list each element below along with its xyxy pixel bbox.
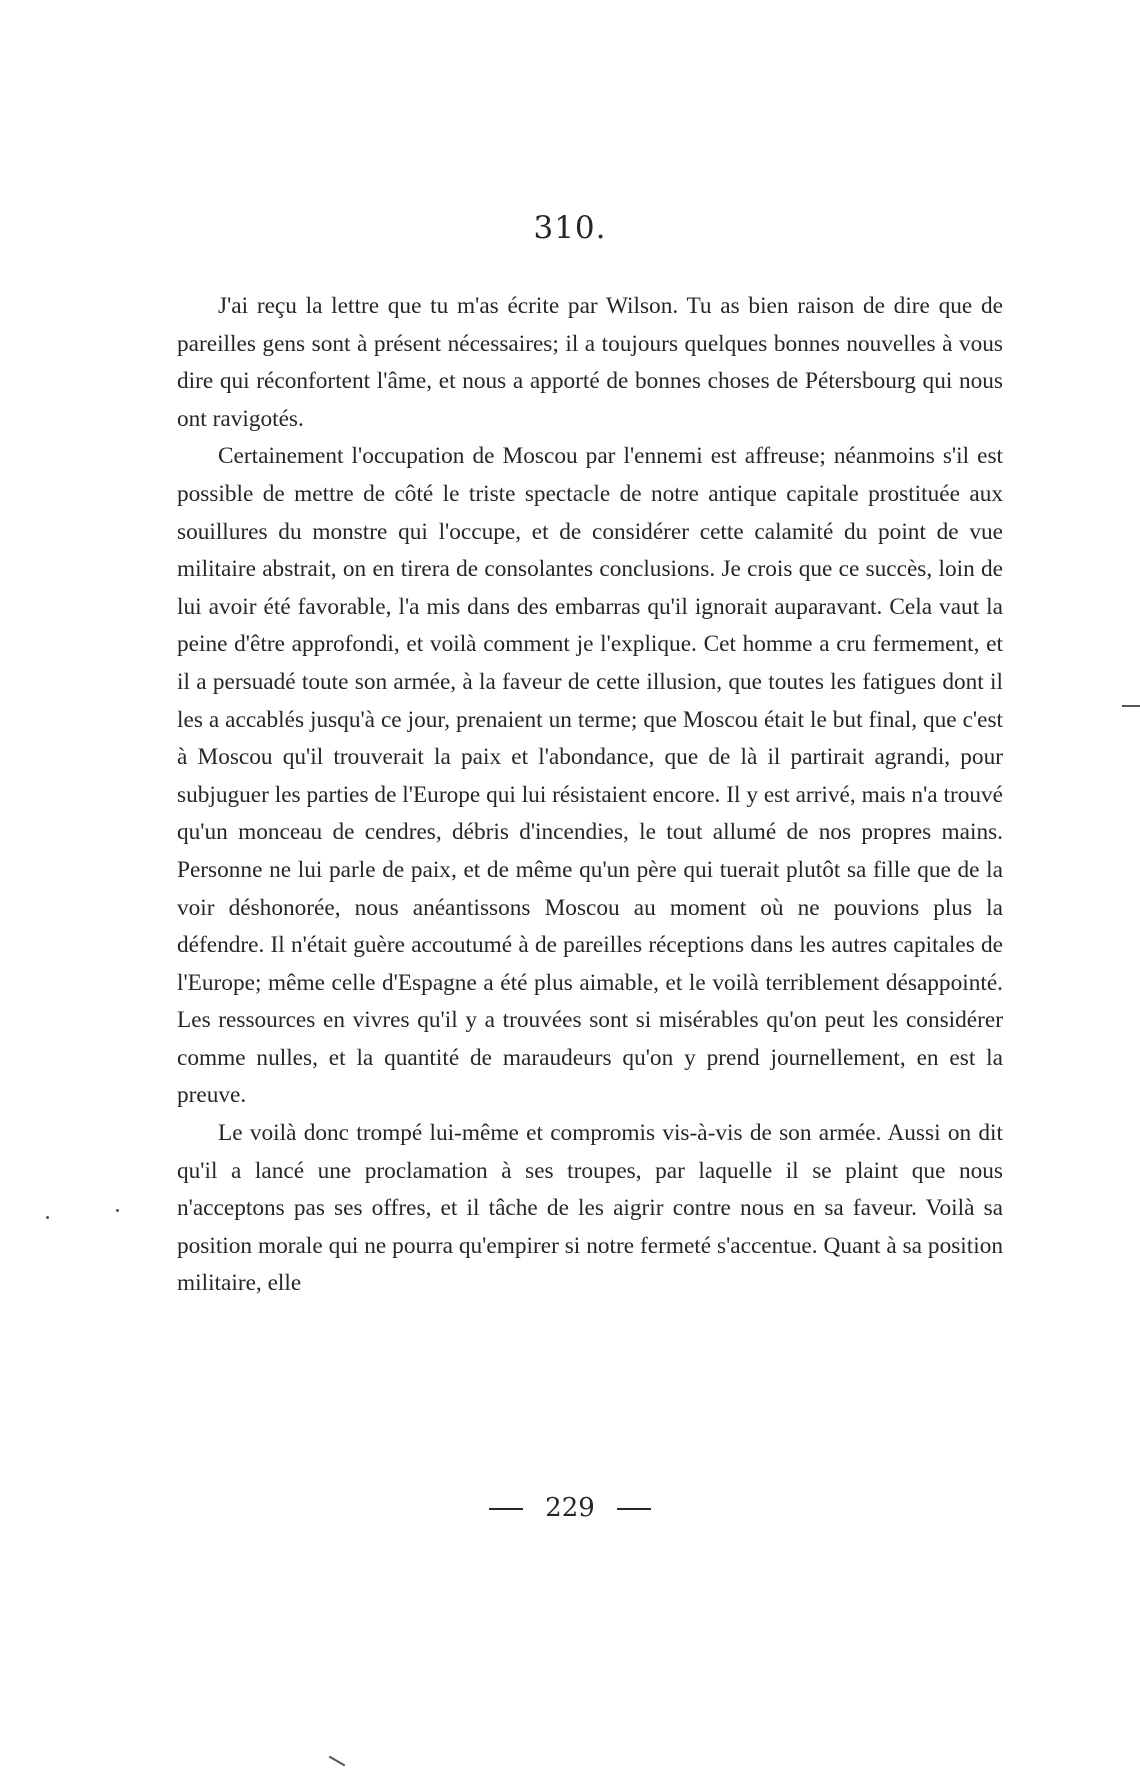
letter-number: 310. <box>533 210 607 246</box>
page-folio <box>0 1493 1140 1523</box>
margin-dot-left <box>46 1216 49 1219</box>
paragraph-2: Certainement l'occupation de Moscou par l'ennemi est affreuse; néanmoins s'il est possible de mettre de côté le triste spectacle de notre antique capitale prostituée aux souillures du monstre qui l'occupe, et de considérer cette calamité du point de vue militaire abstrait, on en tirera de consolantes conclusions. Je crois que ce succès, loin de lui avoir été favorable, l'a mis dans des embarras qu'il ignorait auparavant. Cela vaut la peine d'être approfondi, et voilà comment je l'explique. Cet homme a cru fermement, et il a persuadé toute son armée, à la faveur de cette illusion, que toutes les fatigues dont il les a accablés jusqu'à ce jour, prenaient un terme; que Moscou était le but final, que c'est à Moscou qu'il trouverait la paix et l'abondance, que de là il partirait agrandi, pour subjuguer les parties de l'Europe qui lui résistaient encore. Il y est arrivé, mais n'a trouvé qu'un monceau de cendres, débris d'incendies, le tout allumé de nos propres mains. Personne ne lui parle de paix, et de même qu'un père qui tuerait plutôt sa fille que de la voir déshonorée, nous anéantissons Moscou au moment où ne pouvions plus la défendre. Il n'était guère accoutumé à de pareilles réceptions dans les autres capitales de l'Europe; même celle d'Espagne a été plus aimable, et le voilà terriblement désappointé. Les ressources en vivres qu'il y a trouvées sont si misérables qu'on peut les considérer comme nulles, et la quantité de maraudeurs qu'on y prend journellement, en est la preuve. <box>177 443 1003 1109</box>
folio-dash-left <box>489 1508 523 1510</box>
folio-number: 229 <box>545 1493 595 1523</box>
folio-dash-right <box>617 1508 651 1510</box>
margin-tick-bottom <box>329 1756 346 1767</box>
margin-dot-left-2 <box>116 1209 119 1212</box>
paragraph-1: J'ai reçu la lettre que tu m'as écrite par Wilson. Tu as bien raison de dire que de pareilles gens sont à présent nécessaires; il a toujours quelques bonnes nouvelles à vous dire qui réconfortent l'âme, et nous a apporté de bonnes choses de Pétersbourg qui nous ont ravigotés. <box>177 293 1003 432</box>
margin-mark-right <box>1122 705 1140 707</box>
paragraph-3: Le voilà donc trompé lui-même et compromis vis-à-vis de son armée. Aussi on dit qu'il a lancé une proclamation à ses troupes, par laquelle il se plaint que nous n'acceptons pas ses offres, et il tâche de les aigrir contre nous en sa faveur. Voilà sa position morale qui ne pourra qu'empirer si notre fermeté s'accentue. Quant à sa position militaire, elle <box>177 1120 1003 1297</box>
letter-body <box>177 288 1003 1303</box>
